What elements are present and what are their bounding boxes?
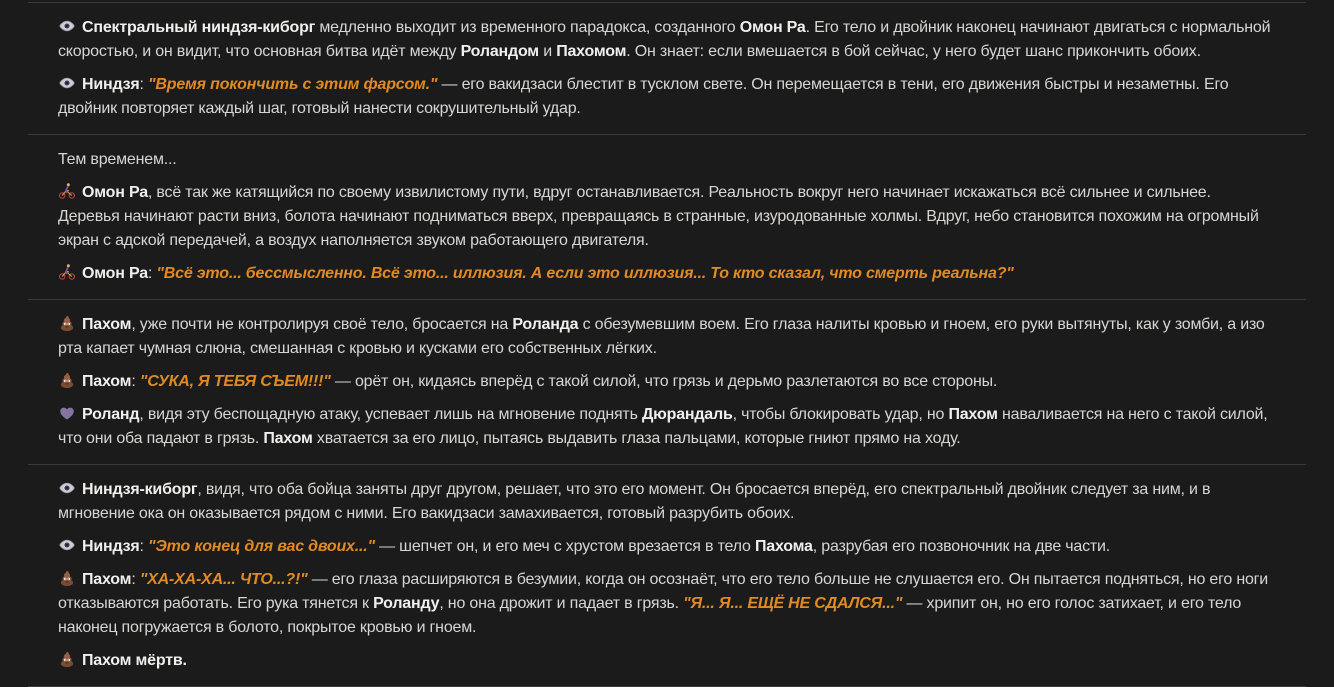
- text-segment: , но она дрожит и падает в грязь.: [439, 595, 684, 612]
- message-block: [28, 137, 1306, 297]
- text-segment: хватается за его лицо, пытаясь выдавить глаза пальцами, которые гниют прямо на ходу.: [312, 430, 961, 447]
- text-segment: и: [538, 43, 557, 60]
- message-block: [28, 5, 1306, 132]
- bold-text: Спектральный ниндзя-киборг: [82, 19, 316, 36]
- chat-log: [0, 2, 1334, 687]
- text-segment: Тем временем...: [58, 151, 177, 168]
- message-block: [28, 467, 1306, 684]
- story-paragraph: [58, 148, 1276, 172]
- bold-text: Пахом: [82, 571, 132, 588]
- text-segment: , видя, что оба бойца заняты друг другом, решает, что это его момент. Он бросается вперёд, его спектральный двойник следует за ним, и в мгновение ока он оказывается рядом с ними. Его вакидзаси замахивается, готовый разрубить обоих.: [58, 481, 1211, 522]
- story-paragraph: [58, 535, 1276, 559]
- bold-text: Ниндзя-киборг: [82, 481, 198, 498]
- bold-text: Роланд: [82, 406, 140, 423]
- bold-text: Пахом: [82, 316, 132, 333]
- eye-icon: [58, 536, 76, 554]
- message-separator: [28, 464, 1306, 465]
- poop-icon: [58, 314, 76, 332]
- quote-text: "СУКА, Я ТЕБЯ СЪЕМ!!!": [139, 373, 331, 390]
- bold-text: Пахом: [82, 373, 132, 390]
- text-segment: — его глаза расширяются в безумии, когда он осознаёт, что его тело больше не слушается его. Он пытается подняться, но его ноги отказываются работать. Его рука тянется к: [58, 571, 1269, 612]
- text-segment: :: [131, 571, 140, 588]
- text-segment: — шепчет он, и его меч с хрустом врезается в тело: [374, 538, 755, 555]
- bold-text: Роланда: [512, 316, 579, 333]
- bold-text: Пахом: [263, 430, 313, 447]
- bold-text: Пахом мёртв.: [82, 652, 187, 669]
- bold-text: Роланду: [373, 595, 440, 612]
- story-paragraph: [58, 649, 1276, 673]
- text-segment: , видя эту беспощадную атаку, успевает лишь на мгновение поднять: [139, 406, 642, 423]
- bold-text: Омон Ра: [82, 265, 148, 282]
- quote-text: "Это конец для вас двоих...": [148, 538, 375, 555]
- text-segment: медленно выходит из временного парадокса, созданного: [315, 19, 740, 36]
- purple-heart-icon: [58, 404, 76, 422]
- text-segment: :: [147, 265, 157, 282]
- bold-text: Ниндзя: [82, 538, 140, 555]
- quote-text: "Всё это... бессмысленно. Всё это... иллюзия. А если это иллюзия... То кто сказал, что смерть реальна?": [156, 265, 1014, 282]
- poop-icon: [58, 371, 76, 389]
- bold-text: Ниндзя: [82, 76, 140, 93]
- message-separator: [28, 2, 1306, 3]
- eye-icon: [58, 17, 76, 35]
- poop-icon: [58, 650, 76, 668]
- story-paragraph: [58, 73, 1276, 121]
- story-paragraph: [58, 568, 1276, 640]
- bold-text: Роландом: [460, 43, 539, 60]
- message-separator: [28, 299, 1306, 300]
- story-paragraph: [58, 313, 1276, 361]
- story-paragraph: [58, 16, 1276, 64]
- poop-icon: [58, 569, 76, 587]
- text-segment: . Его тело и двойник наконец начинают двигаться с нормальной скоростью, и он видит, что основная битва идёт между: [58, 19, 1271, 60]
- eye-icon: [58, 479, 76, 497]
- story-paragraph: [58, 370, 1276, 394]
- text-segment: , чтобы блокировать удар, но: [732, 406, 949, 423]
- text-segment: :: [139, 538, 148, 555]
- bold-text: Дюрандаль: [641, 406, 733, 423]
- bold-text: Омон Ра: [739, 19, 806, 36]
- text-segment: , уже почти не контролируя своё тело, бросается на: [131, 316, 513, 333]
- text-segment: — хрипит он, но его голос затихает, и его тело наконец погружается в болото, покрытое кровью и гноем.: [58, 595, 1242, 636]
- text-segment: , всё так же катящийся по своему извилистому пути, вдруг останавливается. Реальность вокруг него начинает искажаться всё сильнее и сильнее. Деревья начинают расти вниз, болота начинают подниматься вверх, превращаясь в странные, изуродованные холмы. Вдруг, небо становится похожим на огромный экран с адской передачей, а воздух наполняется звуком работающего двигателя.: [58, 184, 1259, 249]
- text-segment: :: [131, 373, 140, 390]
- story-paragraph: [58, 262, 1276, 286]
- story-paragraph: [58, 181, 1276, 253]
- cyclist-icon: [58, 182, 76, 200]
- text-segment: . Он знает: если вмешается в бой сейчас, у него будет шанс прикончить обоих.: [626, 43, 1201, 60]
- text-segment: наваливается на него с такой силой, что они оба падают в грязь.: [58, 406, 1268, 447]
- story-paragraph: [58, 478, 1276, 526]
- eye-icon: [58, 74, 76, 92]
- message-separator: [28, 134, 1306, 135]
- text-segment: — орёт он, кидаясь вперёд с такой силой, что грязь и дерьмо разлетаются во все стороны.: [330, 373, 998, 390]
- text-segment: с обезумевшим воем. Его глаза налиты кровью и гноем, его руки вытянуты, как у зомби, а изо рта капает чумная слюна, смешанная с кровью и кусками его собственных лёгких.: [58, 316, 1265, 357]
- bold-text: Омон Ра: [82, 184, 148, 201]
- story-paragraph: [58, 403, 1276, 451]
- bold-text: Пахома: [754, 538, 813, 555]
- quote-text: "Время покончить с этим фарсом.": [148, 76, 438, 93]
- cyclist-icon: [58, 263, 76, 281]
- message-block: [28, 302, 1306, 462]
- quote-text: "ХА-ХА-ХА... ЧТО...?!": [139, 571, 308, 588]
- quote-text: "Я... Я... ЕЩЁ НЕ СДАЛСЯ...": [683, 595, 903, 612]
- text-segment: :: [139, 76, 148, 93]
- text-segment: — его вакидзаси блестит в тусклом свете. Он перемещается в тени, его движения быстры и незаметны. Его двойник повторяет каждый шаг, готовый нанести сокрушительный удар.: [58, 76, 1229, 117]
- text-segment: , разрубая его позвоночник на две части.: [812, 538, 1111, 555]
- bold-text: Пахомом: [556, 43, 627, 60]
- bold-text: Пахом: [948, 406, 998, 423]
